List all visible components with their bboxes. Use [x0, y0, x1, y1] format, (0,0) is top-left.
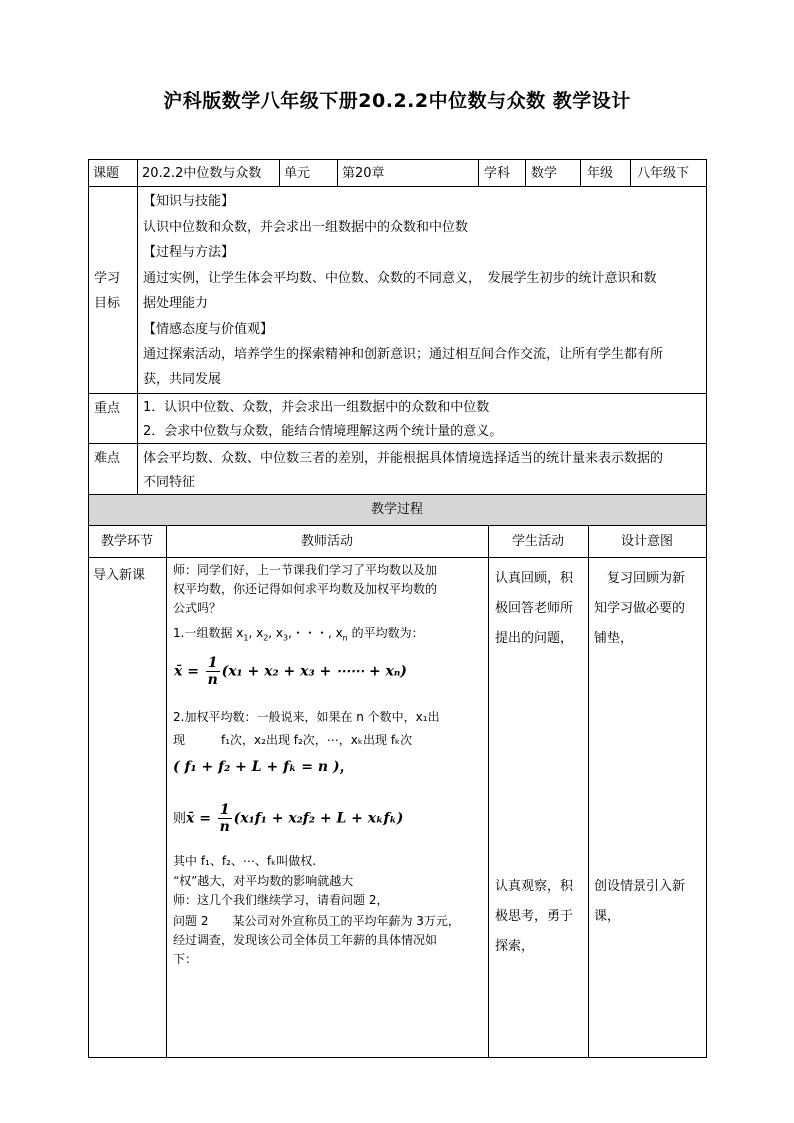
objective-line: 【情感态度与价值观】	[143, 322, 274, 337]
col-divider	[630, 159, 631, 187]
design-intent-line: 创设情景引入新	[594, 879, 686, 894]
key-point-line: 1．认识中位数、众数，并会求出一组数据中的众数和中位数	[143, 400, 490, 415]
column-header-stage: 教学环节	[100, 534, 153, 549]
student-activity-line: 提出的问题，	[495, 631, 574, 646]
mean-definition	[173, 623, 424, 648]
objective-line: 获，共同发展	[143, 372, 222, 387]
teacher-intro-line: 公式吗？	[173, 601, 222, 615]
weighted-mean-prefix: 则	[173, 811, 187, 827]
col-divider	[279, 159, 280, 187]
mean-formula-numerator: 1	[207, 655, 218, 671]
row-divider	[88, 525, 707, 526]
topic-value: 20.2.2中位数与众数	[142, 166, 262, 181]
problem-line: 下：	[173, 952, 198, 966]
mean-sep-1: , x	[248, 626, 264, 640]
objective-line: 通过实例，让学生体会平均数、中位数、众数的不同意义， 发展学生初步的统计意识和数	[143, 271, 657, 286]
subject-label: 学科	[484, 166, 511, 181]
design-intent-line: 课，	[594, 909, 621, 924]
col-divider	[137, 159, 138, 494]
row-divider	[88, 557, 707, 558]
subject-value: 数学	[531, 166, 558, 181]
weighted-mean-line: 2.加权平均数：一般说来，如果在 n 个数中，x₁出	[173, 710, 440, 724]
teacher-intro-line: 师：同学们好，上一节课我们学习了平均数以及加	[173, 563, 438, 577]
col-divider	[525, 159, 526, 187]
column-header-teacher: 教师活动	[300, 534, 353, 549]
objectives-label-line1: 学习	[94, 271, 121, 286]
mean-sub-n: n	[342, 633, 348, 643]
col-divider	[488, 525, 489, 1058]
student-activity-line: 探索，	[495, 939, 535, 954]
mean-formula-rhs: (x₁ + x₂ + x₃ + ⋯⋯ + xₙ)	[221, 663, 407, 680]
mean-formula-denominator: n	[207, 672, 218, 688]
objective-line: 通过探索活动，培养学生的探索精神和创新意识；通过相互间合作交流，让所有学生都有所	[143, 347, 664, 362]
weights-line: 其中 f₁、f₂、⋯、fₖ叫做权.	[173, 854, 317, 868]
weight-note: “权”越大，对平均数的影响就越大	[173, 874, 354, 888]
mean-sub-2: 2	[263, 633, 269, 643]
difficulties-label: 难点	[94, 451, 121, 466]
mean-formula-fraction	[206, 655, 220, 688]
grade-value: 八年级下	[637, 166, 690, 181]
key-points-label: 重点	[94, 401, 121, 416]
column-header-student: 学生活动	[511, 534, 564, 549]
weighted-mean-line: 现 f₁次，x₂出现 f₂次，⋯，xₖ出现 fₖ次	[173, 733, 413, 747]
objective-line: 【过程与方法】	[143, 245, 235, 260]
weighted-mean-rhs: (x₁f₁ + x₂f₂ + L + xₖfₖ)	[233, 810, 404, 827]
weighted-mean-numerator: 1	[219, 802, 230, 818]
mean-mid: ,・・・, x	[288, 626, 343, 640]
table-border-bottom	[88, 1057, 707, 1058]
process-header: 教学过程	[370, 502, 423, 517]
col-divider	[478, 159, 479, 187]
unit-value: 第20章	[342, 166, 385, 181]
student-activity-line: 认真回顾，积	[495, 571, 574, 586]
student-activity-line: 认真观察，积	[495, 879, 574, 894]
student-activity-line: 极思考，勇于	[495, 909, 574, 924]
row-divider	[88, 186, 707, 187]
design-intent-line: 铺垫，	[594, 631, 634, 646]
table-border-left	[88, 159, 89, 1058]
table-border-right	[706, 159, 707, 1058]
col-divider	[580, 159, 581, 187]
col-divider	[166, 525, 167, 1058]
weight-sum-formula: ( f₁ + f₂ + L + fₖ = n )，	[173, 759, 354, 775]
document-title: 沪科版数学八年级下册20.2.2中位数与众数 教学设计	[163, 90, 631, 112]
row-divider	[88, 393, 707, 394]
problem-line: 经过调查，发现该公司全体员工年薪的具体情况如	[173, 933, 438, 947]
mean-formula	[174, 655, 407, 688]
weighted-mean-fraction	[218, 802, 232, 835]
student-activity-line: 极回答老师所	[495, 601, 574, 616]
grade-label: 年级	[587, 166, 614, 181]
table-border-top	[88, 159, 707, 160]
column-header-design: 设计意图	[620, 534, 673, 549]
problem-line: 问题 2 某公司对外宣称员工的平均年薪为 3万元，	[173, 914, 460, 928]
weighted-mean-denominator: n	[219, 819, 230, 835]
mean-suffix: 的平均数为：	[347, 626, 424, 640]
mean-definition-prefix: 1.一组数据 x	[173, 626, 244, 640]
mean-formula-lhs: x̄ =	[174, 663, 199, 680]
objective-line: 【知识与技能】	[143, 194, 235, 209]
mean-sep-2: , x	[268, 626, 284, 640]
unit-label: 单元	[284, 166, 311, 181]
continue-line: 师：这几个我们继续学习，请看问题 2，	[173, 893, 389, 907]
mean-sub-3: 3	[283, 633, 289, 643]
topic-label: 课题	[93, 166, 120, 181]
stage-label: 导入新课	[93, 568, 146, 583]
weighted-mean-lhs: x̄ =	[186, 810, 211, 827]
mean-sub-1: 1	[243, 633, 249, 643]
objectives-label-line2: 目标	[94, 296, 121, 311]
col-divider	[588, 525, 589, 1058]
col-divider	[337, 159, 338, 187]
objective-line: 认识中位数和众数，并会求出一组数据中的众数和中位数	[143, 220, 469, 235]
difficulty-line: 不同特征	[143, 475, 196, 490]
difficulty-line: 体会平均数、众数、中位数三者的差别，并能根据具体情境选择适当的统计量来表示数据的	[143, 451, 664, 466]
design-intent-line: 知学习做必要的	[594, 601, 686, 616]
key-point-line: 2．会求中位数与众数，能结合情境理解这两个统计量的意义。	[143, 424, 503, 439]
weighted-mean-formula	[173, 802, 403, 835]
teacher-intro-line: 权平均数，你还记得如何求平均数及加权平均数的	[173, 582, 438, 596]
objective-line: 据处理能力	[143, 296, 209, 311]
design-intent-line: 复习回顾为新	[594, 571, 686, 586]
